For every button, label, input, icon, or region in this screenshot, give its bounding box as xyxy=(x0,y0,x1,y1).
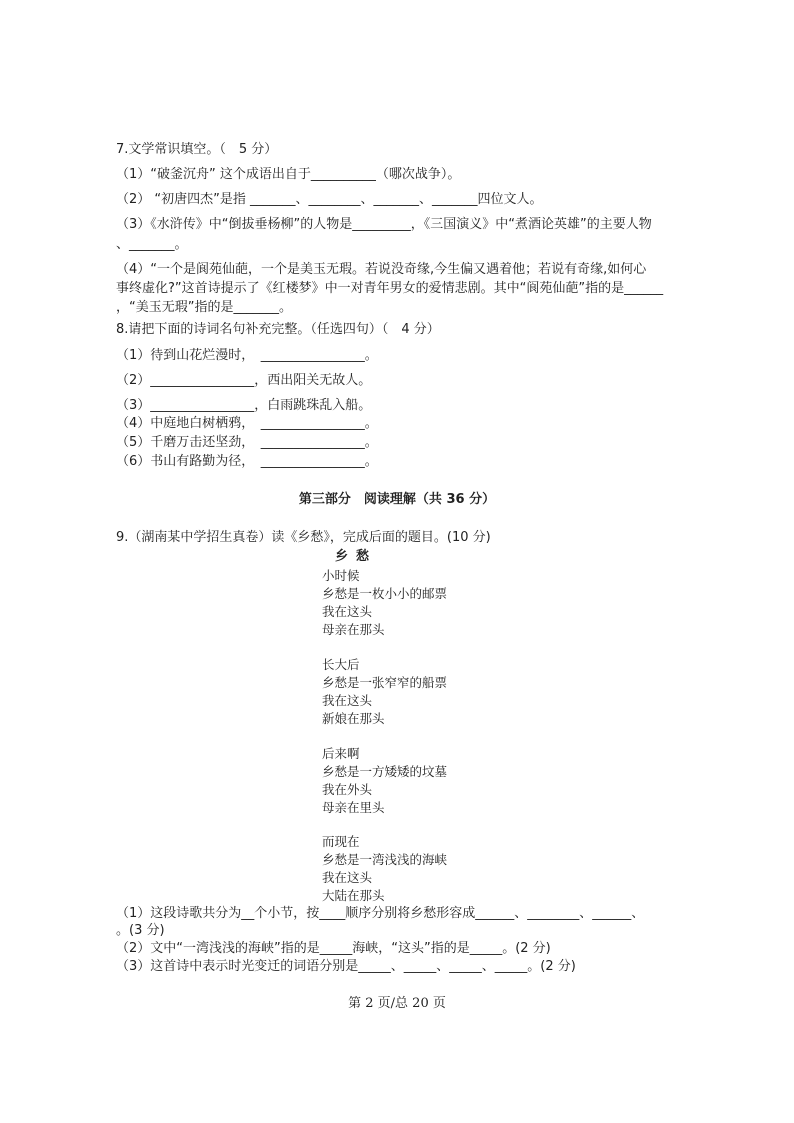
q7-heading: 7.文学常识填空。（ 5 分） xyxy=(116,142,278,157)
poem-line: 乡愁是一枚小小的邮票 xyxy=(322,586,448,601)
poem-line: 大陆在那头 xyxy=(322,888,385,903)
q8-item-5: （5）千磨万击还坚劲， ________________。 xyxy=(116,435,378,450)
section-title: 第三部分 阅读理解（共 36 分） xyxy=(298,492,496,507)
q8-item-3: （3）________________，白雨跳珠乱入船。 xyxy=(116,398,372,413)
q8-item-4: （4）中庭地白树栖鸦， ________________。 xyxy=(116,416,378,431)
poem-line: 乡愁是一张窄窄的船票 xyxy=(322,675,448,690)
q8-item-2: （2）________________，西出阳关无故人。 xyxy=(116,373,372,388)
poem-line: 新娘在那头 xyxy=(322,711,385,726)
q9-heading: 9.（湖南某中学招生真卷）读《乡愁》，完成后面的题目。(10 分) xyxy=(116,530,491,545)
q7-item-2: （2） “初唐四杰”是指 _______、________、_______、_______四位文人。 xyxy=(116,192,543,207)
q8-item-6: （6）书山有路勤为径， ________________。 xyxy=(116,454,378,469)
poem-line: 母亲在那头 xyxy=(322,622,385,637)
q9-question-2: （2）文中“一湾浅浅的海峡”指的是_____海峡，“这头”指的是_____。(2 分) xyxy=(116,941,551,956)
q7-item-4: （4）“一个是阆苑仙葩，一个是美玉无瑕。若说没奇缘,今生偏又遇着他；若说有奇缘,如何心 xyxy=(116,262,647,277)
page-number: 第 2 页/总 20 页 xyxy=(348,996,446,1011)
q8-heading: 8.请把下面的诗词名句补充完整。（任选四句）（ 4 分） xyxy=(116,322,440,337)
poem-line: 我在这头 xyxy=(322,604,373,619)
q9-question-3: （3）这首诗中表示时光变迁的词语分别是_____、_____、_____、_____。(2 分) xyxy=(116,959,576,974)
poem-line: 我在这头 xyxy=(322,693,373,708)
poem-line: 乡愁是一湾浅浅的海峡 xyxy=(322,852,448,867)
q9-question-1: （1）这段诗歌共分为__个小节，按____顺序分别将乡愁形容成______、________、______、 xyxy=(116,906,645,921)
poem-line: 乡愁是一方矮矮的坟墓 xyxy=(322,764,448,779)
poem-line: 我在这头 xyxy=(322,870,373,885)
poem-line: 而现在 xyxy=(322,834,360,849)
poem-line: 后来啊 xyxy=(322,746,360,761)
poem-line: 长大后 xyxy=(322,657,360,672)
q7-item-3: （3）《水浒传》中“倒拔垂杨柳”的人物是_________，《三国演义》中“煮酒论英雄”的主要人物 xyxy=(116,217,652,232)
q7-item-4-cont: 事终虚化?”这首诗提示了《红楼梦》中一对青年男女的爱情悲剧。其中“阆苑仙葩”指的是______ xyxy=(116,281,664,296)
poem-line: 我在外头 xyxy=(322,782,373,797)
q9-question-1-cont: 。(3 分) xyxy=(116,923,165,938)
q7-item-3-cont: 、_______。 xyxy=(116,237,188,252)
q7-item-4-cont2: ，“美玉无瑕”指的是_______。 xyxy=(116,300,292,315)
q8-item-1: （1）待到山花烂漫时， ________________。 xyxy=(116,348,378,363)
poem-line: 小时候 xyxy=(322,568,360,583)
poem-line: 母亲在里头 xyxy=(322,800,385,815)
poem-title: 乡愁 xyxy=(335,549,378,564)
q7-item-1: （1）“破釜沉舟” 这个成语出自于__________（哪次战争）。 xyxy=(116,167,461,182)
